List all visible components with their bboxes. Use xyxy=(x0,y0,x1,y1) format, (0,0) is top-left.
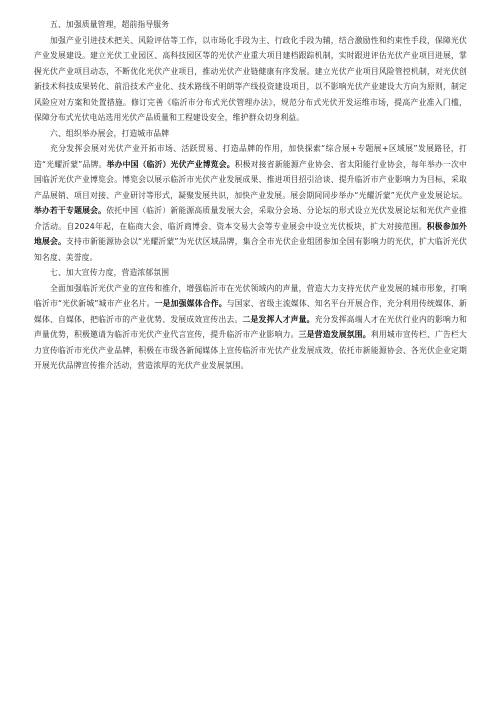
paragraph-text: 充分发挥高端人才在光伏行业内的影响力和声量优势，积极邀请为临沂市光伏产业代言宣传，提升临沂市产业影响力。 xyxy=(34,314,467,339)
section-paragraph xyxy=(34,281,467,374)
document-body xyxy=(34,0,467,374)
section-heading: 五、加强质量管理，超前指导服务 xyxy=(50,20,170,29)
paragraph-text: 充分发挥会展对光伏产业开拓市场、活跃贸易、打造品牌的作用，加快探索“综合展+专题展+区域展”发展路径，打造“光耀沂蒙”品牌。 xyxy=(34,144,467,169)
paragraph-text: 依托中国（临沂）新能源高质量发展大会，采取分会场、分论坛的形式设立光伏发展论坛和光伏产业推介活动。自2024年起，在临商大会、临沂商博会、资本交易大会等专业展会中设立光伏板块，扩大对接范围。 xyxy=(34,206,467,231)
section-heading: 六、组织举办展会，打造城市品牌 xyxy=(50,128,170,138)
emphasis-text: 举办若干专题展会。 xyxy=(34,206,107,215)
emphasis-text: 二是发挥人才声量。 xyxy=(242,314,315,324)
emphasis-text: 三是营造发展氛围。 xyxy=(298,330,371,339)
section-paragraph xyxy=(34,141,467,265)
paragraph-text: 加强产业引进技术把关、风险评估等工作，以市场化手段为主、行政化手段为辅，结合激励性和约束性手段，保障光伏产业发展建设。建立光伏工业园区、高科技园区等的光伏产业重大项目建档跟踪机制，实时跟进评估光伏产业项目进展，掌握光伏产业项目动态，不断优化光伏产业项目，推动光伏产业链健康有序发展。建立光伏产业项目风险管控机制，对光伏创新技术科技成果转化、前沿技术产业化、技术路线不明朗等产线投资建设项目，以不影响光伏产业建设大方向为原则，制定风险应对方案和处置措施。修订完善《临沂市分布式光伏管理办法》，规范分布式光伏开发运维市场，提高产业准入门槛，保障分布式光伏电站选用光伏产品质量和工程建设安全，维护群众切身利益。 xyxy=(34,35,467,122)
section-heading: 七、加大宣传力度，营造浓郁氛围 xyxy=(50,268,170,277)
paragraph-text: 积极对接省新能源产业协会、省太阳能行业协会，每年举办一次中国临沂光伏产业博览会。博览会以展示临沂市光伏产业发展成果、推进项目招引洽谈、提升临沂市产业影响力为目标，采取产品展销、项目对接、产业研讨等形式，凝聚发展共识，加快产业发展。展会期间同步举办“光耀沂蒙”光伏产业发展论坛。 xyxy=(34,159,467,200)
paragraph-text: 支持市新能源协会以“光耀沂蒙”为光伏区域品牌，集合全市光伏企业组团参加全国有影响力的光伏，扩大临沂光伏知名度、美誉度。 xyxy=(34,237,467,262)
emphasis-text: 一是加强媒体合作。 xyxy=(154,299,227,308)
paragraph-text: 与国家、省级主流媒体、知名平台开展合作，充分利用传统媒体、新媒体、自媒体，把临沂市的产业优势、发展成效宣传出去。 xyxy=(34,299,467,324)
emphasis-text: 积极参加外地展会。 xyxy=(34,221,468,246)
paragraph-text: 利用城市宣传栏、广告栏大力宣传临沂市光伏产业品牌，积极在市级各新闻媒体上宣传临沂市光伏产业发展成效，依托市新能源协会、各光伏企业定期开展光伏品牌宣传推介活动，营造浓厚的光伏产业发展氛围。 xyxy=(34,330,467,370)
emphasis-text: 举办中国（临沂）光伏产业博览会。 xyxy=(106,159,235,169)
paragraph-text: 全面加强临沂光伏产业的宣传和推介，增强临沂市在光伏领域内的声量，营造大力支持光伏产业发展的城市形象，打响临沂市“光伏新城”城市产业名片。 xyxy=(34,283,467,308)
section-paragraph xyxy=(34,33,467,126)
